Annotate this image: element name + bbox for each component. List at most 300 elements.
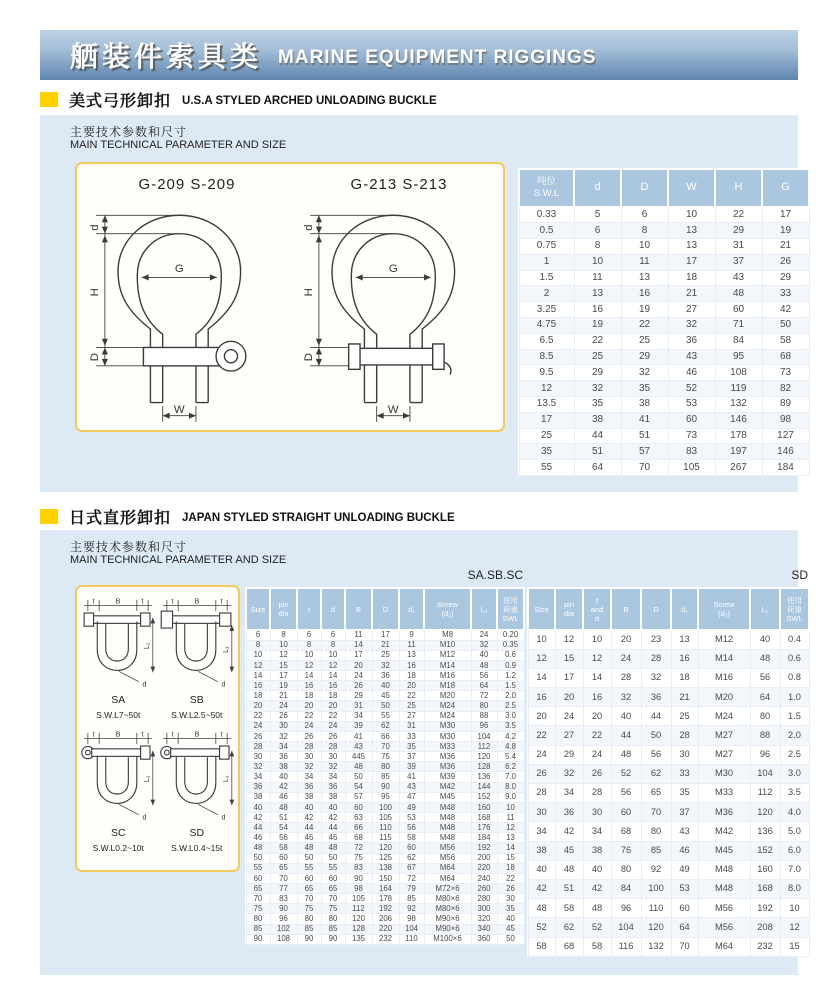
table-cell: 38: [297, 792, 321, 802]
table-cell: 73: [762, 365, 809, 381]
table-cell: 33: [671, 764, 698, 783]
column-header: B: [345, 588, 372, 630]
table-row: [246, 934, 524, 944]
table-cell: 62: [372, 721, 399, 731]
table-row: [246, 721, 524, 731]
dim-label-W: W: [387, 404, 399, 417]
table-cell: 34: [270, 742, 297, 752]
table-cell: 20: [528, 707, 555, 726]
table-cell: 15: [780, 937, 809, 956]
table-cell: 280: [471, 894, 497, 904]
table-cell: 32: [246, 762, 270, 772]
table-cell: 75: [321, 904, 345, 914]
table-cell: 39: [345, 721, 372, 731]
straight-shackle-item-sc: [80, 730, 156, 853]
table-cell: 90: [297, 934, 321, 944]
table-cell: 104: [399, 924, 424, 934]
table-cell: 17: [372, 630, 399, 640]
table-cell: 50: [641, 726, 671, 745]
table-cell: 60: [345, 802, 372, 812]
table-row: [246, 802, 524, 812]
table-cell: 1.5: [780, 707, 809, 726]
table-cell: 16: [246, 681, 270, 691]
table-cell: 55: [372, 711, 399, 721]
table-cell: 42: [297, 813, 321, 823]
table-cell: 16: [621, 286, 668, 302]
table-cell: 168: [471, 813, 497, 823]
table-cell: 48: [345, 762, 372, 772]
dim-label-d: d: [221, 814, 226, 822]
table-cell: 32: [321, 762, 345, 772]
table-cell: 33: [399, 731, 424, 741]
column-header: Screw (d₂): [698, 588, 750, 630]
table-cell: 54: [270, 823, 297, 833]
table-cell: 48: [583, 899, 611, 918]
table-cell: 56: [750, 668, 780, 687]
pin: [82, 746, 150, 759]
table-cell: 29: [715, 223, 762, 239]
table-cell: 22: [621, 318, 668, 334]
table-cell: 10: [621, 239, 668, 255]
table-cell: 6: [246, 630, 270, 640]
table-cell: 75: [345, 853, 372, 863]
table-cell: 37: [671, 803, 698, 822]
table-cell: 73: [668, 428, 715, 444]
banner-title-en: MARINE EQUIPMENT RIGGINGS: [278, 47, 597, 68]
table-row: [246, 711, 524, 721]
column-header: B: [611, 588, 641, 630]
table-cell: 46: [321, 833, 345, 843]
table-cell: 43: [671, 822, 698, 841]
table-row: [246, 772, 524, 782]
dimension-lines: [310, 215, 431, 422]
table-cell: 32: [574, 381, 621, 397]
table-cell: 25: [574, 349, 621, 365]
table-cell: 64: [750, 688, 780, 707]
table-cell: M12: [424, 650, 471, 660]
table-cell: 32: [621, 365, 668, 381]
table-cell: 11: [345, 630, 372, 640]
table-cell: 31: [715, 239, 762, 255]
table-cell: 58: [583, 937, 611, 956]
table-cell: 49: [671, 860, 698, 879]
table-cell: 18: [671, 668, 698, 687]
table-cell: 26: [321, 731, 345, 741]
table-cell: 40: [270, 772, 297, 782]
table-row: [528, 784, 809, 803]
shackle-swl-range: S.W.L0.2~10t: [92, 843, 144, 853]
table-cell: 63: [345, 813, 372, 823]
table-cell: 16: [671, 649, 698, 668]
table-cell: 18: [399, 671, 424, 681]
table-cell: 24: [528, 745, 555, 764]
dim-label-t: t: [220, 731, 223, 739]
table-cell: 17: [345, 650, 372, 660]
table-cell: M27: [698, 745, 750, 764]
table-cell: 95: [715, 349, 762, 365]
table-cell: 168: [750, 879, 780, 898]
table-cell: 35: [497, 904, 524, 914]
table-cell: 8.0: [780, 879, 809, 898]
table-cell: 28: [611, 668, 641, 687]
table-cell: 17: [555, 668, 583, 687]
table-cell: 62: [399, 853, 424, 863]
table-row: [246, 671, 524, 681]
table-cell: 84: [715, 333, 762, 349]
dim-label-t: t: [220, 598, 223, 606]
table-cell: 77: [270, 884, 297, 894]
table-cell: 34: [583, 822, 611, 841]
straight-shackle-diagram-box: [75, 585, 240, 872]
table-cell: 116: [611, 937, 641, 956]
dim-label-D: D: [302, 352, 315, 362]
table-cell: 3.5: [780, 784, 809, 803]
table-cell: M30: [424, 731, 471, 741]
table-row: [246, 924, 524, 934]
table-cell: 30: [528, 803, 555, 822]
table-cell: 10: [528, 630, 555, 649]
table-row: [528, 688, 809, 707]
table-cell: 75: [246, 904, 270, 914]
table-cell: M8: [424, 630, 471, 640]
table-cell: 46: [668, 365, 715, 381]
table-cell: 6: [574, 223, 621, 239]
table-cell: 60: [671, 899, 698, 918]
table-row: [246, 792, 524, 802]
table-cell: 28: [528, 784, 555, 803]
table-cell: 68: [345, 833, 372, 843]
table-cell: 80: [611, 860, 641, 879]
table-cell: 14: [583, 668, 611, 687]
table-row: [246, 752, 524, 762]
dim-label-B: B: [115, 731, 121, 739]
table-cell: 42: [321, 813, 345, 823]
table-cell: 50: [297, 853, 321, 863]
table-cell: M36: [424, 752, 471, 762]
table-cell: 80: [641, 822, 671, 841]
table-cell: 85: [246, 924, 270, 934]
table-cell: 14: [528, 668, 555, 687]
table-cell: M27: [698, 726, 750, 745]
table-row: [246, 681, 524, 691]
table-cell: 146: [762, 444, 809, 460]
table-cell: 43: [715, 270, 762, 286]
table-cell: 146: [715, 412, 762, 428]
table-cell: 16: [583, 688, 611, 707]
table-b-label: SD: [791, 568, 808, 582]
table-cell: 29: [762, 270, 809, 286]
dim-label-L1: L₁: [222, 646, 230, 653]
table-cell: 70: [297, 894, 321, 904]
table-cell: 50: [345, 772, 372, 782]
table-cell: 64: [471, 681, 497, 691]
table-cell: 110: [641, 899, 671, 918]
table-cell: 58: [399, 833, 424, 843]
table-cell: 44: [611, 726, 641, 745]
table-cell: 25: [372, 650, 399, 660]
table-cell: 32: [372, 660, 399, 670]
table-cell: M24: [424, 711, 471, 721]
table-cell: 56: [471, 671, 497, 681]
table-cell: 13: [671, 630, 698, 649]
table-cell: 15: [497, 853, 524, 863]
table-cell: 6: [321, 630, 345, 640]
table-head: [246, 588, 524, 630]
section1-param-label-en: MAIN TECHNICAL PARAMETER AND SIZE: [70, 139, 287, 151]
section2-title-zh: 日式直形卸扣: [69, 510, 172, 527]
table-row: [246, 782, 524, 792]
table-cell: M39: [424, 772, 471, 782]
table-row: [246, 823, 524, 833]
table-cell: 11: [497, 813, 524, 823]
table-cell: 108: [270, 934, 297, 944]
table-cell: 51: [574, 444, 621, 460]
table-cell: 25: [519, 428, 574, 444]
table-cell: 92: [641, 860, 671, 879]
table-cell: 60: [321, 873, 345, 883]
table-cell: 184: [471, 833, 497, 843]
table-cell: 28: [297, 742, 321, 752]
table-cell: 7.0: [497, 772, 524, 782]
dim-label-t: t: [92, 731, 95, 739]
section1-title-en: U.S.A STYLED ARCHED UNLOADING BUCKLE: [182, 94, 437, 107]
dimension-labels: [89, 224, 185, 416]
table-cell: 65: [321, 884, 345, 894]
table-cell: 13: [668, 239, 715, 255]
table-row: [528, 879, 809, 898]
table-cell: 35: [519, 444, 574, 460]
table-cell: 1.2: [497, 671, 524, 681]
table-cell: 120: [345, 914, 372, 924]
table-cell: 38: [528, 841, 555, 860]
table-cell: 10: [497, 802, 524, 812]
table-cell: M36: [698, 803, 750, 822]
table-cell: 0.8: [780, 668, 809, 687]
table-cell: 34: [528, 822, 555, 841]
table-cell: 48: [246, 843, 270, 853]
dim-label-D: D: [88, 352, 101, 362]
table-cell: 53: [671, 879, 698, 898]
table-cell: 192: [471, 843, 497, 853]
table-cell: 65: [641, 784, 671, 803]
table-cell: M48: [424, 802, 471, 812]
shackle-code: SA: [111, 694, 126, 706]
table-cell: 60: [715, 302, 762, 318]
table-cell: 37: [399, 752, 424, 762]
table-cell: 3.25: [519, 302, 574, 318]
table-cell: 20: [246, 701, 270, 711]
table-cell: M48: [698, 879, 750, 898]
table-cell: 76: [611, 841, 641, 860]
table-cell: 12: [583, 649, 611, 668]
table-cell: 50: [321, 853, 345, 863]
table-cell: 60: [297, 873, 321, 883]
u-body: [98, 756, 138, 803]
table-cell: 29: [621, 349, 668, 365]
table-cell: M56: [424, 853, 471, 863]
table-cell: 4.8: [497, 742, 524, 752]
yellow-bullet-icon: [40, 509, 58, 524]
table-row: [519, 223, 809, 239]
straight-shackle-drawing-sa: [80, 597, 156, 693]
table-cell: 110: [399, 934, 424, 944]
table-cell: 68: [555, 937, 583, 956]
table-cell: 28: [246, 742, 270, 752]
table-cell: 12: [246, 660, 270, 670]
table-cell: 18: [668, 270, 715, 286]
table-cell: 35: [671, 784, 698, 803]
table-cell: 104: [471, 731, 497, 741]
table-cell: 34: [555, 784, 583, 803]
table-cell: 75: [297, 904, 321, 914]
table-cell: 70: [671, 937, 698, 956]
table-row: [528, 764, 809, 783]
table-cell: 23: [641, 630, 671, 649]
table-cell: 360: [471, 934, 497, 944]
table-cell: 12: [321, 660, 345, 670]
table-cell: 34: [345, 711, 372, 721]
dim-label-d: d: [142, 814, 147, 822]
table-cell: 0.35: [497, 640, 524, 650]
table-cell: 22: [715, 207, 762, 223]
table-cell: 32: [297, 762, 321, 772]
table-row: [246, 813, 524, 823]
table-cell: 112: [345, 904, 372, 914]
table-cell: 17: [762, 207, 809, 223]
table-cell: 13: [668, 223, 715, 239]
column-header: W: [668, 169, 715, 207]
table-cell: 115: [372, 833, 399, 843]
table-cell: 17: [519, 412, 574, 428]
column-header: H: [715, 169, 762, 207]
table-cell: 35: [574, 397, 621, 413]
table-body: [519, 207, 809, 476]
table-cell: M36: [424, 762, 471, 772]
table-row: [528, 803, 809, 822]
table-cell: 16: [399, 660, 424, 670]
table-cell: 5.0: [780, 822, 809, 841]
dim-label-H: H: [88, 288, 101, 297]
table-cell: 19: [762, 223, 809, 239]
table-cell: M16: [424, 671, 471, 681]
table-cell: 12: [528, 649, 555, 668]
table-cell: 70: [372, 742, 399, 752]
table-cell: 178: [715, 428, 762, 444]
table-cell: 32: [611, 688, 641, 707]
straight-shackle-grid: [77, 595, 238, 855]
table-cell: M64: [424, 873, 471, 883]
table-cell: 120: [641, 918, 671, 937]
table-cell: 50: [246, 853, 270, 863]
table-cell: M16: [698, 668, 750, 687]
table-cell: M64: [424, 863, 471, 873]
table-cell: 36: [668, 333, 715, 349]
table-cell: 42: [583, 879, 611, 898]
table-cell: 45: [555, 841, 583, 860]
table-cell: 445: [345, 752, 372, 762]
table-cell: 30: [671, 745, 698, 764]
table-cell: 90: [270, 904, 297, 914]
table-cell: 42: [246, 813, 270, 823]
table-cell: 128: [345, 924, 372, 934]
table-cell: 184: [762, 460, 809, 476]
table-cell: 18: [497, 863, 524, 873]
table-cell: 38: [583, 841, 611, 860]
table-cell: 26: [270, 711, 297, 721]
column-header: pin dia: [555, 588, 583, 630]
table-row: [246, 833, 524, 843]
table-cell: 150: [372, 873, 399, 883]
table-cell: 80: [471, 701, 497, 711]
table-row: [519, 428, 809, 444]
table-cell: M56: [698, 918, 750, 937]
table-cell: 46: [246, 833, 270, 843]
table-cell: 24: [611, 649, 641, 668]
table-cell: 46: [270, 792, 297, 802]
table-cell: 4.0: [780, 803, 809, 822]
table-cell: 24: [471, 630, 497, 640]
table-cell: 30: [246, 752, 270, 762]
table-cell: 92: [399, 904, 424, 914]
table-cell: 26: [297, 731, 321, 741]
table-cell: 60: [611, 803, 641, 822]
table-cell: 25: [399, 701, 424, 711]
table-cell: 8: [246, 640, 270, 650]
table-cell: 7.0: [780, 860, 809, 879]
column-header: 使用 荷重 SWL: [497, 588, 524, 630]
table-cell: 41: [345, 731, 372, 741]
table-cell: 20: [345, 660, 372, 670]
table-cell: 56: [641, 745, 671, 764]
shackle-swl-range: S.W.L2.5~50t: [171, 710, 223, 720]
table-cell: 43: [668, 349, 715, 365]
table-cell: 104: [750, 764, 780, 783]
table-cell: 38: [621, 397, 668, 413]
table-cell: 19: [621, 302, 668, 318]
table-cell: 40: [297, 802, 321, 812]
table-cell: M33: [698, 784, 750, 803]
table-cell: 56: [611, 784, 641, 803]
table-cell: 152: [471, 792, 497, 802]
table-cell: 22: [497, 873, 524, 883]
table-cell: 32: [641, 668, 671, 687]
table-cell: 18: [297, 691, 321, 701]
table-cell: M20: [424, 691, 471, 701]
table-cell: 57: [621, 444, 668, 460]
bow-shackle-drawing-g209: [85, 196, 285, 428]
section2-heading: [40, 505, 455, 528]
table-cell: 83: [345, 863, 372, 873]
table-row: [246, 884, 524, 894]
u-body: [98, 621, 138, 670]
shackle-body: [332, 215, 455, 402]
table-cell: 6: [297, 630, 321, 640]
table-cell: 112: [471, 742, 497, 752]
table-cell: 34: [246, 772, 270, 782]
table-cell: 22: [583, 726, 611, 745]
table-cell: 11: [399, 640, 424, 650]
table-cell: 22: [297, 711, 321, 721]
table-cell: 4.75: [519, 318, 574, 334]
table-row: [528, 726, 809, 745]
table-cell: M10: [424, 640, 471, 650]
column-header: d₁: [671, 588, 698, 630]
table-cell: 0.33: [519, 207, 574, 223]
table-row: [528, 937, 809, 956]
table-cell: 27: [555, 726, 583, 745]
table-cell: 164: [372, 884, 399, 894]
column-header: D: [372, 588, 399, 630]
